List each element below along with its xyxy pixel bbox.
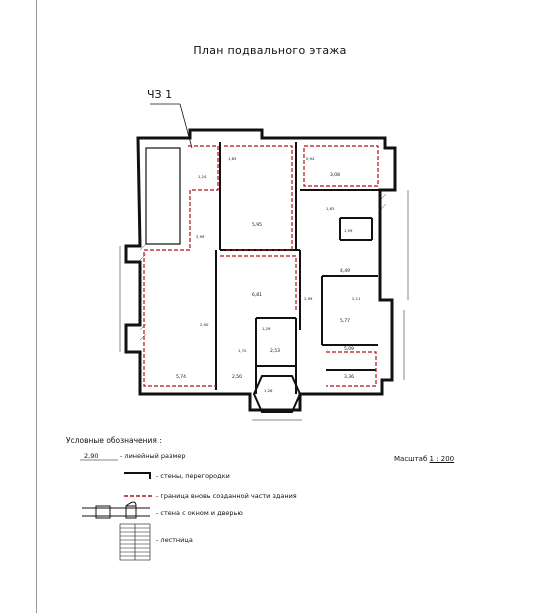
- interior-walls: [216, 142, 380, 394]
- legend-stairs-text: - лестница: [156, 536, 193, 544]
- room-label: 5,77: [340, 319, 351, 324]
- room-label: 2,50: [232, 375, 243, 380]
- plan-title: План подвального этажа: [193, 44, 347, 57]
- dim-label: 2,11: [352, 296, 361, 301]
- zone-label: ЧЗ 1: [147, 88, 173, 101]
- room-label: 5,09: [344, 347, 355, 352]
- bay-window: [254, 376, 300, 412]
- room-label: 3,36: [344, 375, 355, 380]
- room-label: 5,95: [252, 223, 263, 228]
- legend-boundary-text: - граница вновь созданной части здания: [156, 492, 297, 500]
- room-label: 2,53: [270, 349, 281, 354]
- light-well: [146, 148, 180, 244]
- dim-label: 1,29: [262, 326, 271, 331]
- outer-walls: [126, 130, 395, 410]
- legend-window-door-symbol: [82, 502, 150, 518]
- dim-label: 2,99: [304, 296, 313, 301]
- dim-label: 2,90: [200, 322, 209, 327]
- scale-value: 1 : 200: [429, 455, 455, 463]
- scale-block: [394, 455, 454, 463]
- dim-label: 0,94: [306, 156, 315, 161]
- dim-label: 1,83: [326, 206, 335, 211]
- dim-label: 1,83: [228, 156, 237, 161]
- room-label: 3,08: [330, 173, 341, 178]
- legend-stairs-symbol: [120, 524, 150, 560]
- dim-label: 1,26: [264, 388, 273, 393]
- legend-dimension-sample: 2,90: [84, 452, 99, 460]
- room-label: 5,74: [176, 375, 187, 380]
- dim-label: 1,70: [238, 348, 247, 353]
- legend-dimension-text: - линейный размер: [120, 452, 186, 460]
- new-part-boundary: [144, 146, 378, 386]
- legend-title: Условные обозначения :: [66, 436, 162, 445]
- dim-label: 1,24: [198, 174, 207, 179]
- legend-walls-text: - стены, перегородки: [156, 472, 230, 480]
- legend-wall-symbol: [124, 473, 150, 479]
- dim-label: 2,99: [196, 234, 205, 239]
- legend-symbols: [80, 460, 152, 560]
- room-label: 4,49: [340, 269, 351, 274]
- scale-label: Масштаб: [394, 455, 428, 463]
- zone-leader-line-2: [180, 104, 192, 148]
- dim-label: 1,59: [344, 228, 353, 233]
- legend-window-door-text: - стена с окном и дверью: [156, 509, 243, 517]
- room-label: 6,81: [252, 293, 263, 298]
